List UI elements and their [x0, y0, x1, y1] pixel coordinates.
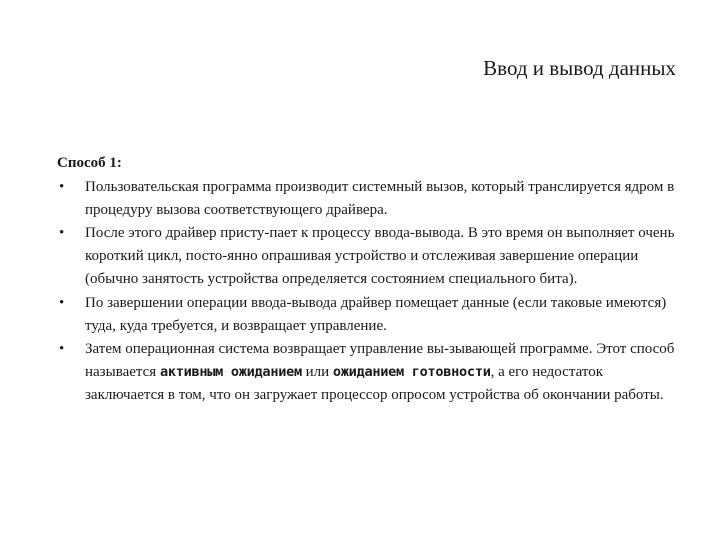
bullet-marker: • [59, 341, 65, 358]
term-active-waiting: активным ожиданием [159, 364, 302, 381]
bullet-marker: • [59, 294, 65, 311]
method-heading: Способ 1: [57, 155, 122, 171]
slide-content [57, 152, 677, 408]
bullet-text-part: , а его недостаток заключается в том, что он загружает процессор опросом устройства об окончании работы. [85, 364, 664, 403]
list-item [57, 292, 677, 338]
slide-title: Ввод и вывод данных [483, 56, 676, 80]
bullet-text-part: Затем операционная система возвращает управление вы-зывающей программе. Этот способ называется [85, 341, 675, 381]
bullet-text: После этого драйвер присту-пает к процессу ввода-вывода. В это время он выполняет очень короткий цикл, посто-янно опрашивая устройство и отслеживая завершение операции (обычно занятость устройства определяется состоянием специального бита). [85, 225, 675, 287]
list-item [57, 176, 677, 222]
bullet-list [57, 176, 677, 407]
bullet-text [85, 341, 674, 403]
list-item [57, 338, 677, 406]
bullet-text: По завершении операции ввода-вывода драйвер помещает данные (если таковые имеются) туда, куда требуется, и возвращает управление. [85, 294, 667, 334]
bullet-marker: • [59, 178, 65, 195]
term-ready-waiting: ожиданием готовности [332, 364, 491, 381]
bullet-text: Пользовательская программа производит системный вызов, который транслируется ядром в процедуру вызова соответствующего драйвера. [85, 178, 675, 218]
list-item [57, 222, 677, 290]
bullet-marker: • [59, 225, 65, 242]
bullet-text-part: или [301, 364, 333, 381]
